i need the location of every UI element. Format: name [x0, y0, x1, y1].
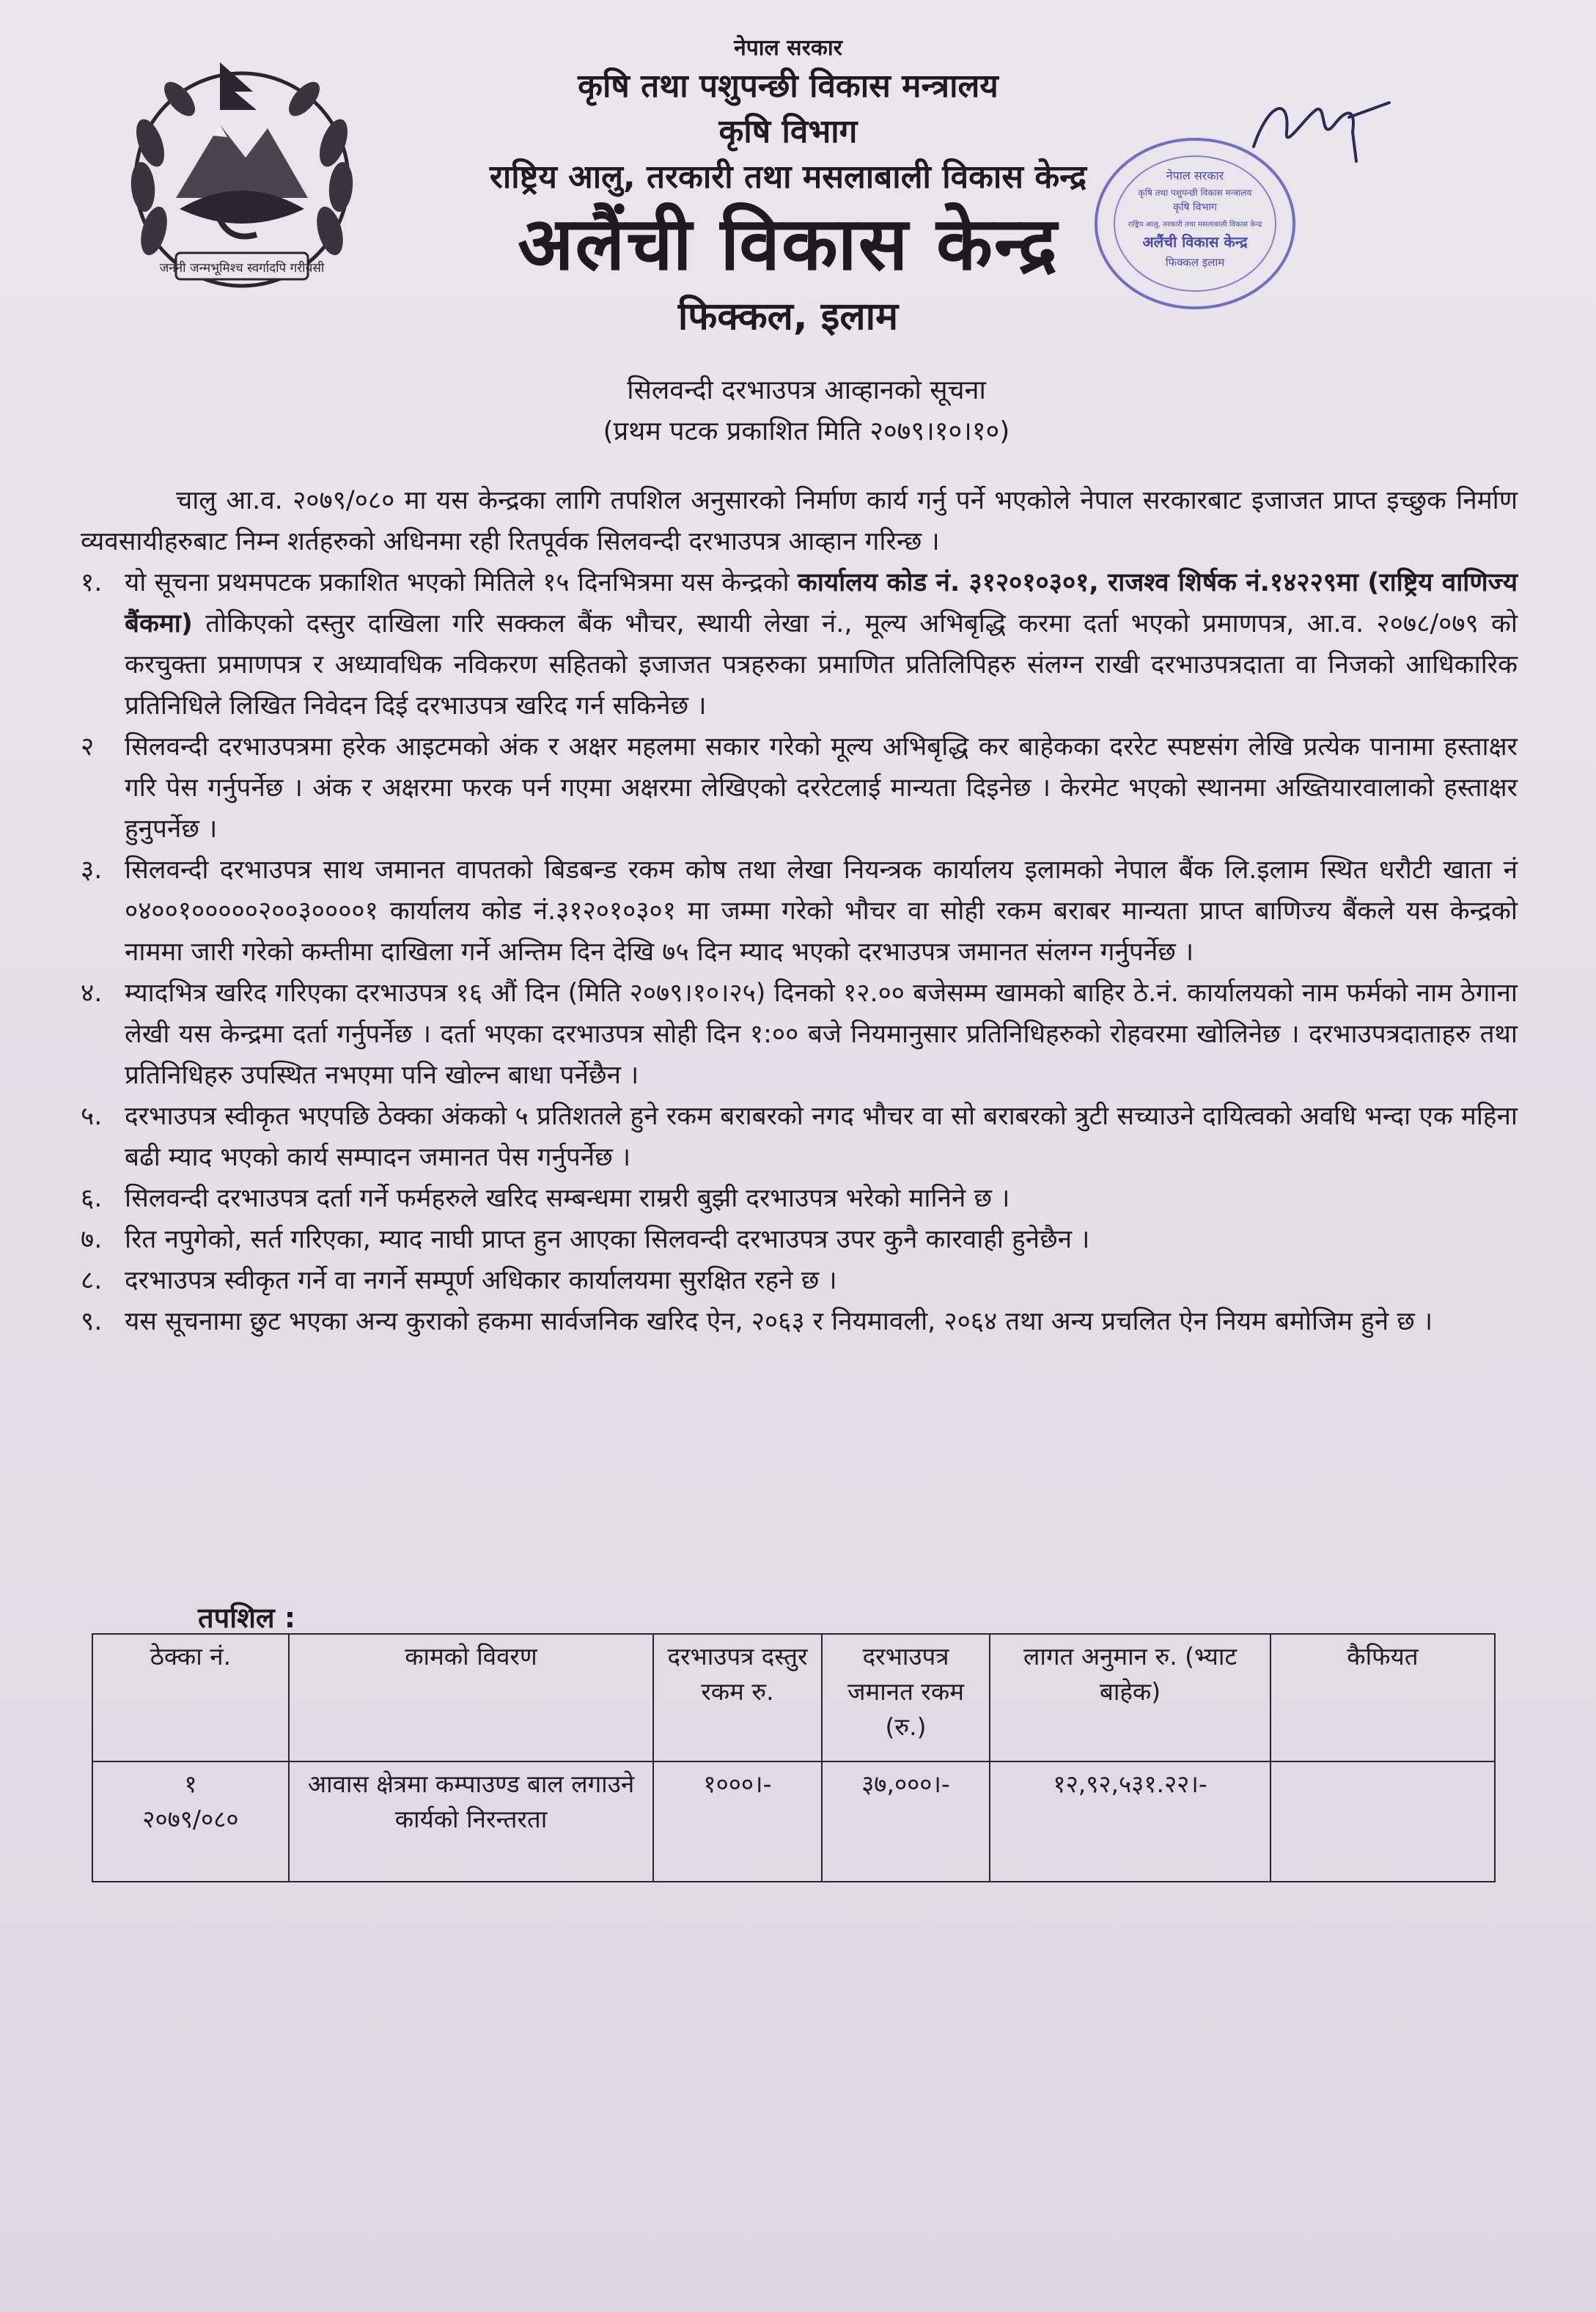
office-location: फिक्कल, इलाम [677, 295, 899, 339]
cell-remarks [1270, 1761, 1495, 1882]
details-table [92, 1633, 1496, 1882]
emblem-motto: जननी जन्मभूमिश्च स्वर्गादपि गरीयसी [159, 261, 325, 276]
col-estimate: लागत अनुमान रु. (भ्याट बाहेक) [990, 1634, 1270, 1761]
col-description: कामको विवरण [289, 1634, 653, 1761]
department-name: कृषि विभाग [718, 113, 858, 150]
stamp-line-6: फिक्कल इलाम [1165, 256, 1225, 269]
cell-contract-no: १ २०७९/०८० [92, 1761, 289, 1882]
col-contract-no: ठेक्का नं. [92, 1634, 289, 1761]
cell-description: आवास क्षेत्रमा कम्पाउण्ड बाल लगाउने कार्यको निरन्तरता [289, 1761, 653, 1882]
notice-intro: चालु आ.व. २०७९/०८० मा यस केन्द्रका लागि तपशिल अनुसारको निर्माण कार्य गर्नु पर्ने भएकोले नेपाल सरकारबाट इजाजत प्राप्त इच्छुक निर्माण व्यवसायीहरुबाट निम्न शर्तहरुको अधिनमा रही रितपूर्वक सिलवन्दी दरभाउपत्र आव्हान गरिन्छ । [81, 486, 1518, 556]
national-center-name: राष्ट्रिय आलु, तरकारी तथा मसलाबाली विकास केन्द्र [489, 158, 1087, 196]
condition-item: २ सिलवन्दी दरभाउपत्रमा हरेक आइटमको अंक र अक्षर महलमा सकार गरेको मूल्य अभिबृद्धि कर बाहेकका दररेट स्पष्टसंग लेखि प्रत्येक पानामा हस्ताक्षर गरि पेस गर्नुपर्नेछ । अंक र अक्षरमा फरक पर्न गएमा अक्षरमा लेखिएको दररेटलाई मान्यता दिइनेछ । केरमेट भएको स्थानमा अख्तियारवालाको हस्ताक्षर हुनुपर्नेछ । [81, 732, 1518, 844]
condition-item: ५. दरभाउपत्र स्वीकृत भएपछि ठेक्का अंकको ५ प्रतिशतले हुने रकम बराबरको नगद भौचर वा सो बराबरको त्रुटी सच्याउने दायित्वको अवधि भन्दा एक महिना बढी म्याद भएको कार्य सम्पादन जमानत पेस गर्नुपर्नेछ । [81, 1102, 1518, 1172]
condition-item: ७. रित नपुगेको, सर्त गरिएका, म्याद नाघी प्राप्त हुन आएका सिलवन्दी दरभाउपत्र उपर कुनै कारवाही हुनेछैन । [81, 1225, 1090, 1254]
nepal-emblem-icon [110, 40, 374, 319]
table-row [92, 1761, 1495, 1882]
col-remarks: कैफियत [1270, 1634, 1495, 1761]
stamp-line-2: कृषि तथा पशुपन्छी विकास मन्त्रालय [1138, 188, 1252, 198]
notice-title: सिलवन्दी दरभाउपत्र आव्हानको सूचना [627, 375, 986, 405]
cell-security: ३७,०००।- [822, 1761, 990, 1882]
ministry-name: कृषि तथा पशुपन्छी विकास मन्त्रालय [578, 67, 999, 105]
col-fee: दरभाउपत्र दस्तुर रकम रु. [653, 1634, 822, 1761]
condition-item: ४. म्यादभित्र खरिद गरिएका दरभाउपत्र १६ औं दिन (मिति २०७९।१०।२५) दिनको १२.०० बजेसम्म खामको बाहिर ठे.नं. कार्यालयको नाम फर्मको नाम ठेगाना लेखी यस केन्द्रमा दर्ता गर्नुपर्नेछ । दर्ता भएका दरभाउपत्र सोही दिन १:०० बजे नियमानुसार प्रतिनिधिहरुको रोहवरमा खोलिनेछ । दरभाउपत्रदाताहरु तथा प्रतिनिधिहरु उपस्थित नभएमा पनि खोल्न बाधा पर्नेछैन । [81, 979, 1518, 1090]
stamp-line-4: राष्ट्रिय आलु, तरकारी तथा मसलाबाली विकास केन्द्र [1128, 221, 1262, 229]
notice-heading [440, 370, 1173, 452]
condition-item: १. यो सूचना प्रथमपटक प्रकाशित भएको मितिले १५ दिनभित्रमा यस केन्द्रको कार्यालय कोड नं. ३१२०१०३०१, राजश्व शिर्षक नं.१४२२९मा (राष्ट्रिय वाणिज्य बैंकमा) तोकिएको दस्तुर दाखिला गरि सक्कल बैंक भौचर, स्थायी लेखा नं., मूल्य अभिबृद्धि करमा दर्ता भएको प्रमाणपत्र, आ.व. २०७८/०७९ को करचुक्ता प्रमाणपत्र र अध्यावधिक नविकरण सहितको इजाजत पत्रहरुका प्रमाणित प्रतिलिपिहरु संलग्न राखी दरभाउपत्रदाता वा निजको आधिकारिक प्रतिनिधिले लिखित निवेदन दिई दरभाउपत्र खरिद गर्न सकिनेछ । [81, 568, 1518, 721]
government-name: नेपाल सरकार [734, 35, 842, 61]
conditions-list [81, 562, 1518, 1342]
condition-item: ९. यस सूचनामा छुट भएका अन्य कुराको हकमा सार्वजनिक खरिद ऐन, २०६३ र नियमावली, २०६४ तथा अन्य प्रचलित ऐन नियम बमोजिम हुने छ । [81, 1307, 1433, 1336]
cell-fee: १०००।- [653, 1761, 822, 1882]
letterhead [367, 33, 1210, 342]
condition-item: ८. दरभाउपत्र स्वीकृत गर्ने वा नगर्ने सम्पूर्ण अधिकार कार्यालयमा सुरक्षित रहने छ । [81, 1266, 837, 1295]
condition-item: ३. सिलवन्दी दरभाउपत्र साथ जमानत वापतको बिडबन्ड रकम कोष तथा लेखा नियन्त्रक कार्यालय इलामको नेपाल बैंक लि.इलाम स्थित धरौटी खाता नं ०४००१०००००२००३००००१ कार्यालय कोड नं.३१२०१०३०१ मा जम्मा गरेको भौचर वा सोही रकम बराबर मान्यता प्राप्त बाणिज्य बैंकले यस केन्द्रको नाममा जारी गरेको कम्तीमा दाखिला गर्ने अन्तिम दिन देखि ७५ दिन म्याद भएको दरभाउपत्र जमानत संलग्न गर्नुपर्नेछ । [81, 855, 1518, 967]
stamp-line-3: कृषि विभाग [1173, 202, 1217, 213]
condition-item: ६. सिलवन्दी दरभाउपत्र दर्ता गर्ने फर्महरुले खरिद सम्बन्धमा राम्ररी बुझी दरभाउपत्र भरेको मानिने छ । [81, 1184, 1010, 1213]
col-security: दरभाउपत्र जमानत रकम (रु.) [822, 1634, 990, 1761]
notice-subtitle: (प्रथम पटक प्रकाशित मिति २०७९।१०।१०) [603, 416, 1010, 446]
table-header-row [92, 1634, 1495, 1761]
notice-body [81, 480, 1518, 1342]
office-name: अलैंची विकास केन्द्र [518, 201, 1059, 287]
stamp-line-1: नेपाल सरकार [1166, 169, 1224, 183]
stamp-line-5: अलैंची विकास केन्द्र [1142, 233, 1248, 251]
cell-estimate: १२,९२,५३१.२२।- [990, 1761, 1270, 1882]
signature-icon [1246, 88, 1393, 169]
details-heading: तपशिल : [198, 1602, 296, 1634]
